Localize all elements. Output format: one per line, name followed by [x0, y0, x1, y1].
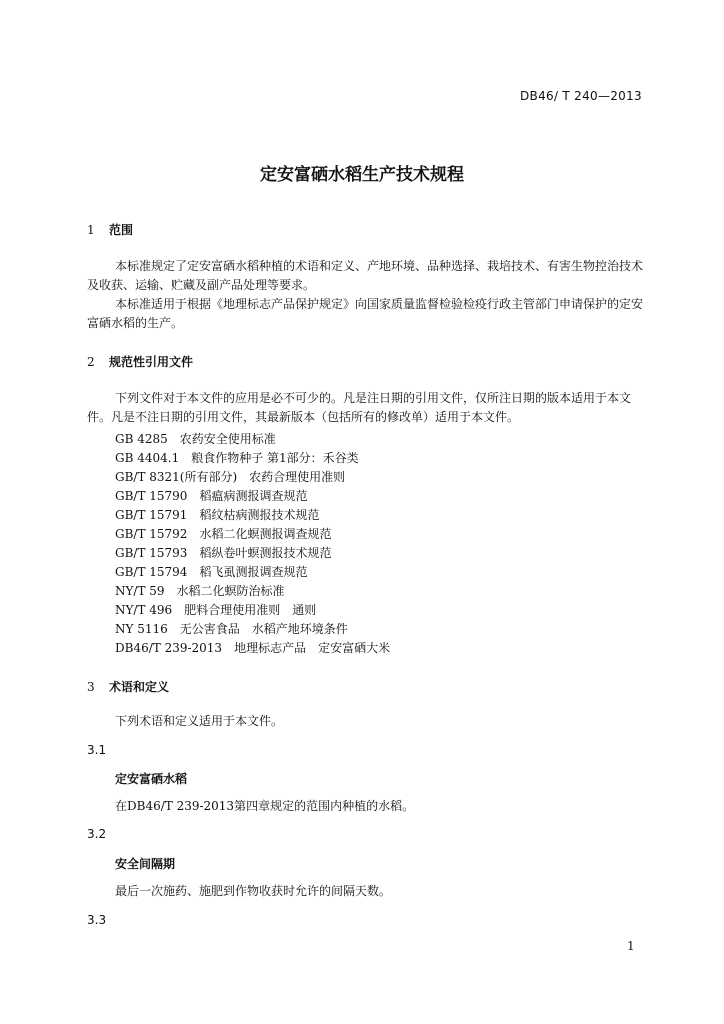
section-title: 术语和定义	[109, 680, 170, 694]
reference-item: NY 5116 无公害食品 水稻产地环境条件	[115, 622, 348, 636]
reference-item: GB 4404.1 粮食作物种子 第1部分：禾谷类	[115, 451, 359, 465]
section-number: 3	[87, 680, 95, 694]
standard-code: DB46/ T 240—2013	[520, 89, 642, 103]
section-title: 规范性引用文件	[109, 355, 194, 369]
references-intro: 下列文件对于本文件的应用是必不可少的。凡是注日期的引用文件，仅所注日期的版本适用于本文件。凡是不注日期的引用文件，其最新版本（包括所有的修改单）适用于本文件。	[87, 391, 632, 424]
reference-item: NY/T 59 水稻二化螟防治标准	[115, 584, 285, 598]
page-number: 1	[627, 939, 635, 953]
reference-item: NY/T 496 肥料合理使用准则 通则	[115, 603, 317, 617]
term-definition: 在DB46/T 239-2013第四章规定的范围内种植的水稻。	[115, 799, 415, 813]
term-number: 3.2	[87, 827, 107, 841]
section-2-heading	[87, 353, 193, 370]
term-number: 3.1	[87, 743, 107, 757]
scope-paragraph-2: 本标准适用于根据《地理标志产品保护规定》向国家质量监督检验检疫行政主管部门申请保护的定安富硒水稻的生产。	[87, 297, 644, 330]
section-1-heading	[87, 221, 133, 238]
term-name: 安全间隔期	[115, 857, 176, 871]
document-title: 定安富硒水稻生产技术规程	[260, 165, 464, 185]
reference-item: GB/T 8321(所有部分) 农药合理使用准则	[115, 470, 346, 484]
reference-item: GB 4285 农药安全使用标准	[115, 432, 276, 446]
reference-item: GB/T 15793 稻纵卷叶螟测报技术规范	[115, 546, 332, 560]
reference-item: DB46/T 239-2013 地理标志产品 定安富硒大米	[115, 641, 391, 655]
reference-item: GB/T 15790 稻瘟病测报调查规范	[115, 489, 308, 503]
reference-item: GB/T 15791 稻纹枯病测报技术规范	[115, 508, 320, 522]
term-number: 3.3	[87, 913, 107, 927]
term-definition: 最后一次施药、施肥到作物收获时允许的间隔天数。	[115, 884, 392, 898]
scope-paragraph-1: 本标准规定了定安富硒水稻种植的术语和定义、产地环境、品种选择、栽培技术、有害生物控治技术及收获、运输、贮藏及副产品处理等要求。	[87, 259, 644, 292]
section-title: 范围	[109, 223, 134, 237]
section-number: 2	[87, 355, 95, 369]
terms-intro: 下列术语和定义适用于本文件。	[115, 714, 284, 728]
term-name: 定安富硒水稻	[115, 772, 188, 786]
reference-item: GB/T 15794 稻飞虱测报调查规范	[115, 565, 308, 579]
reference-item: GB/T 15792 水稻二化螟测报调查规范	[115, 527, 332, 541]
section-3-heading	[87, 678, 169, 695]
section-number: 1	[87, 223, 95, 237]
